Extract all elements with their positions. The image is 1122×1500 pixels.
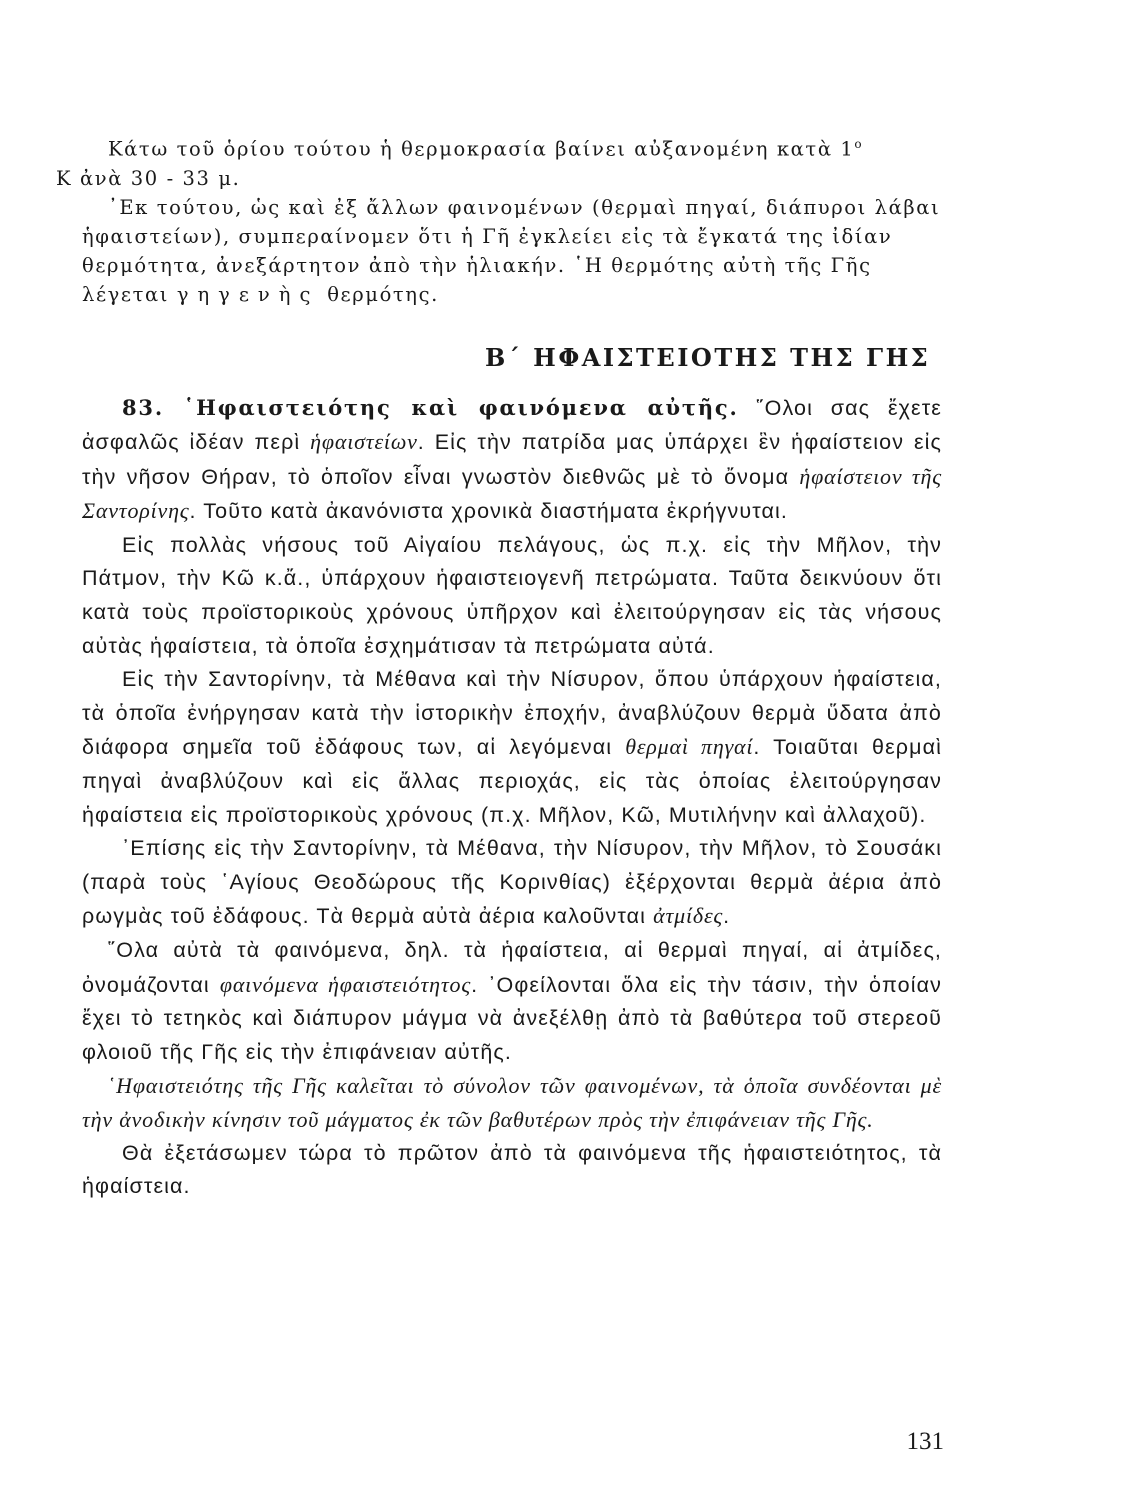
- intro-paragraph-1: Κάτω τοῦ ὁρίου τούτου ἡ θερμοκρασία βαίνει αὐξανομένη κατὰ $1^o$ Κ ἀνὰ 30 - 33 μ.: [56, 137, 864, 190]
- paragraph-83-heading: 83. ῾Ηφαιστειότης καὶ φαινόμενα αὐτῆς.: [122, 394, 739, 420]
- paragraph-83: 83. ῾Ηφαιστειότης καὶ φαινόμενα αὐτῆς. ῞Ολοι σας ἔχετε ἀσφαλῶς ἰδέαν περὶ ἡφαιστείων. Εἰς τὴν πατρίδα μας ὑπάρχει ἓν ἡφαίστειον εἰς τὴν νῆσον Θήραν, τὸ ὁποῖον εἶναι γνωστὸν διεθνῶς μὲ τὸ ὄνομα ἡφαίστειον τῆς Σαντορίνης. Τοῦτο κατὰ ἀκανόνιστα χρονικὰ διαστήματα ἐκρήγνυται.: [82, 394, 942, 524]
- page-number: 131: [906, 1428, 944, 1455]
- paragraph-next: Θὰ ἐξετάσωμεν τώρα τὸ πρῶτον ἀπὸ τὰ φαινόμενα τῆς ἡφαιστειότητος, τὰ ἡφαίστεια.: [82, 1140, 942, 1199]
- paragraph-summary: ῞Ολα αὐτὰ τὰ φαινόμενα, δηλ. τὰ ἡφαίστεια, αἱ θερμαὶ πηγαί, αἱ ἀτμίδες, ὀνομάζονται φαινόμενα ἡφαιστειότητος. ᾽Οφείλονται ὅλα εἰς τὴν τάσιν, τὴν ὁποίαν ἔχει τὸ τετηκὸς καὶ διάπυρον μάγμα νὰ ἀνεξέλθῃ ἀπὸ τὰ βαθύτερα τοῦ στερεοῦ φλοιοῦ τῆς Γῆς εἰς τὴν ἐπιφάνειαν αὐτῆς.: [82, 938, 942, 1064]
- section-title: Β΄ ΗΦΑΙΣΤΕΙΟΤΗΣ ΤΗΣ ΓΗΣ: [485, 342, 931, 372]
- paragraph-hot-springs: Εἰς τὴν Σαντορίνην, τὰ Μέθανα καὶ τὴν Νίσυρον, ὅπου ὑπάρχουν ἡφαίστεια, τὰ ὁποῖα ἐνήργησαν κατὰ τὴν ἱστορικὴν ἐποχήν, ἀναβλύζουν θερμὰ ὕδατα ἀπὸ διάφορα σημεῖα τοῦ ἐδάφους των, αἱ λεγόμεναι θερμαὶ πηγαί. Τοιαῦται θερμαὶ πηγαὶ ἀναβλύζουν καὶ εἰς ἄλλας περιοχάς, εἰς τὰς ὁποίας ἐλειτούργησαν ἡφαίστεια εἰς προϊστορικοὺς χρόνους (π.χ. Μῆλον, Κῶ, Μυτιλήνην καὶ ἀλλαχοῦ).: [82, 667, 943, 827]
- intro-paragraph-2: ᾽Εκ τούτου, ὡς καὶ ἐξ ἄλλων φαινομένων (θερμαὶ πηγαί, διάπυροι λάβαι ἡφαιστείων), συμπεραίνομεν ὅτι ἡ Γῆ ἐγκλείει εἰς τὰ ἔγκατά της ἰδίαν θερμότητα, ἀνεξάρτητον ἀπὸ τὴν ἡλιακήν. ῾Η θερμότης αὐτὴ τῆς Γῆς λέγεται γηγενὴς θερμότης.: [82, 195, 941, 306]
- paragraph-fumaroles: ᾽Επίσης εἰς τὴν Σαντορίνην, τὰ Μέθανα, τὴν Νίσυρον, τὴν Μῆλον, τὸ Σουσάκι (παρὰ τοὺς ῾Αγίους Θεοδώρους τῆς Κορινθίας) ἐξέρχονται θερμὰ ἀέρια ἀπὸ ρωγμὰς τοῦ ἐδάφους. Τὰ θερμὰ αὐτὰ ἀέρια καλοῦνται ἀτμίδες.: [82, 836, 942, 929]
- paragraph-islands: Εἰς πολλὰς νήσους τοῦ Αἰγαίου πελάγους, ὡς π.χ. εἰς τὴν Μῆλον, τὴν Πάτμον, τὴν Κῶ κ.ἄ., ὑπάρχουν ἡφαιστειογενῆ πετρώματα. Ταῦτα δεικνύουν ὅτι κατὰ τοὺς προϊστορικοὺς χρόνους ὑπῆρχον καὶ ἐλειτούργησαν εἰς τὰς νήσους αὐτὰς ἡφαίστεια, τὰ ὁποῖα ἐσχημάτισαν τὰ πετρώματα αὐτά.: [82, 532, 942, 658]
- paragraph-definition: ῾Ηφαιστειότης τῆς Γῆς καλεῖται τὸ σύνολον τῶν φαινομένων, τὰ ὁποῖα συνδέονται μὲ τὴν ἀνοδικὴν κίνησιν τοῦ μάγματος ἐκ τῶν βαθυτέρων πρὸς τὴν ἐπιφάνειαν τῆς Γῆς.: [82, 1073, 942, 1132]
